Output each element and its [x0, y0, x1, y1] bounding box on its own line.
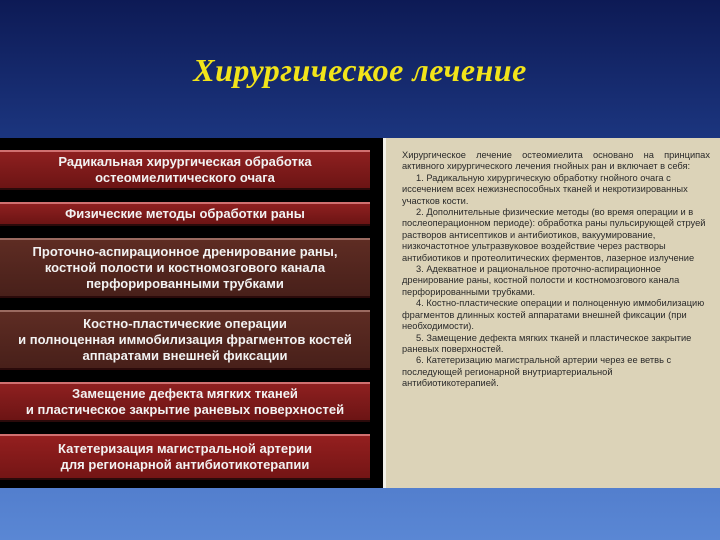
method-label: Костно-пластические операции и полноценная иммобилизация фрагментов костей аппаратами внешней фиксации	[18, 316, 352, 363]
method-label: Физические методы обработки раны	[65, 206, 305, 221]
description-panel	[383, 138, 720, 488]
method-label: Катетеризация магистральной артерии для регионарной антибиотикотерапии	[58, 441, 312, 472]
description-item: 1. Радикальную хирургическую обработку гнойного очага с иссечением всех нежизнеспособных тканей и некротизированных участков кости.	[402, 172, 688, 206]
description-item: 6. Катетеризацию магистральной артерии через ее ветвь с последующей регионарной внутриартериальной антибиотикотерапией.	[402, 355, 672, 389]
description-item: 3. Адекватное и рациональное проточно-аспирационное дренирование раны, костной полости и костномозгового канала перфорированными трубками.	[402, 264, 680, 297]
method-box-osteoplastic	[0, 310, 370, 370]
method-label: Замещение дефекта мягких тканей и пластическое закрытие раневых поверхностей	[25, 386, 345, 417]
description-intro: Хирургическое лечение остеомиелита основано на принципах активного хирургического лечения гнойных ран и включает в себя:	[402, 150, 710, 172]
method-box-physical-methods	[0, 202, 370, 226]
description-item: 2. Дополнительные физические методы (во время операции и в послеоперационном периоде): обработка раны пульсирующей струей растворов антисептиков и антибиотиков, вакуумирование, низкочастотное ультразвуковое воздействие через растворы антибиотиков и протеолитических ферментов, лазерное излучение	[402, 207, 706, 263]
method-label: Радикальная хирургическая обработка остеомиелитического очага	[58, 154, 312, 185]
content-panel	[0, 138, 720, 488]
method-box-soft-tissue	[0, 382, 370, 422]
description-item: 4. Костно-пластические операции и полноценную иммобилизацию фрагментов длинных костей аппаратами внешней фиксации (при необходимости).	[402, 298, 705, 332]
methods-list	[0, 138, 378, 488]
method-box-drainage	[0, 238, 370, 298]
method-box-catheterization	[0, 434, 370, 480]
description-item: 5. Замещение дефекта мягких тканей и пластическое закрытие раневых поверхностей.	[402, 332, 692, 354]
method-box-radical-debridement	[0, 150, 370, 190]
slide-title: Хирургическое лечение	[193, 52, 527, 88]
method-label: Проточно-аспирационное дренирование раны, костной полости и костномозгового канала перфорированными трубками	[32, 244, 338, 291]
